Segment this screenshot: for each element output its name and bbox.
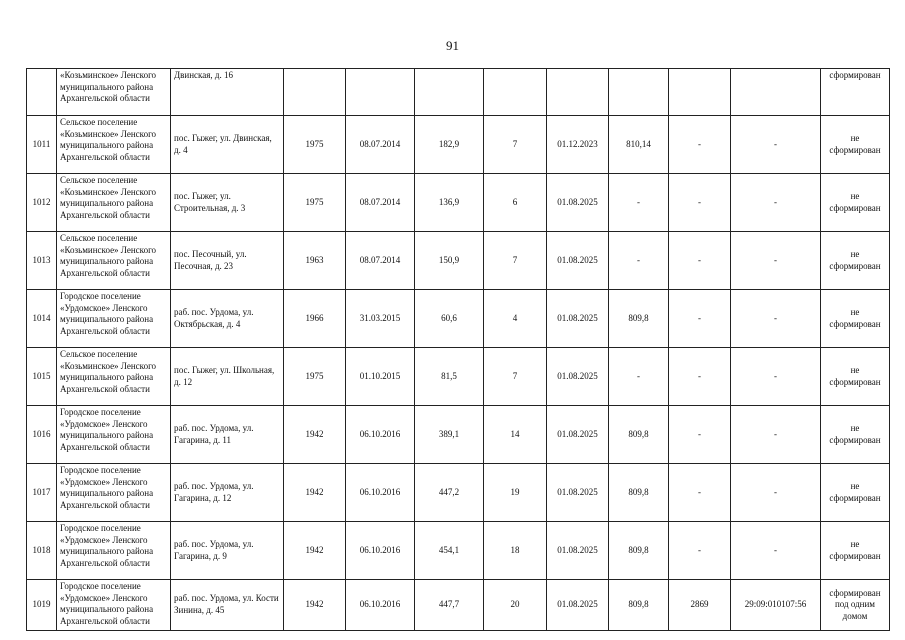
cell-date: 06.10.2016: [346, 464, 415, 522]
cell-parcel-area: 2869: [669, 580, 731, 631]
cell-year: 1942: [284, 522, 346, 580]
cell-cost: 809,8: [609, 290, 669, 348]
cell-residents: 7: [484, 348, 547, 406]
cell-year: 1942: [284, 406, 346, 464]
cell-area: 182,9: [415, 116, 484, 174]
cell-year: 1975: [284, 116, 346, 174]
cell-address: раб. пос. Урдома, ул. Октябрьская, д. 4: [171, 290, 284, 348]
cell-cost: -: [609, 174, 669, 232]
cell-address: пос. Гыжег, ул. Двинская, д. 4: [171, 116, 284, 174]
cell-parcel-area: -: [669, 348, 731, 406]
cell-municipality: Сельское поселение «Козьминское» Ленского муниципального района Архангельской области: [57, 232, 171, 290]
cell-parcel-area: [669, 69, 731, 116]
cell-cost: 809,8: [609, 406, 669, 464]
cell-plan-date: 01.08.2025: [547, 580, 609, 631]
cell-cadastral: -: [731, 348, 821, 406]
cell-cadastral: -: [731, 464, 821, 522]
cell-year: 1963: [284, 232, 346, 290]
table-row: [27, 348, 890, 406]
cell-cost: 810,14: [609, 116, 669, 174]
cell-year: 1942: [284, 464, 346, 522]
cell-municipality: Сельское поселение «Козьминское» Ленского муниципального района Архангельской области: [57, 174, 171, 232]
cell-plan-date: 01.12.2023: [547, 116, 609, 174]
cell-area: 389,1: [415, 406, 484, 464]
cell-plan-date: [547, 69, 609, 116]
table-row: [27, 174, 890, 232]
cell-residents: 19: [484, 464, 547, 522]
cell-area: 454,1: [415, 522, 484, 580]
cell-area: 447,7: [415, 580, 484, 631]
cell-cadastral: -: [731, 174, 821, 232]
cell-municipality: Городское поселение «Урдомское» Ленского муниципального района Архангельской области: [57, 580, 171, 631]
table-row: [27, 232, 890, 290]
cell-address: раб. пос. Урдома, ул. Гагарина, д. 9: [171, 522, 284, 580]
cell-cadastral: -: [731, 232, 821, 290]
cell-cadastral: [731, 69, 821, 116]
cell-address: пос. Гыжег, ул. Школьная, д. 12: [171, 348, 284, 406]
cell-status: не сформирован: [821, 406, 890, 464]
cell-municipality: «Козьминское» Ленского муниципального района Архангельской области: [57, 69, 171, 116]
cell-residents: 20: [484, 580, 547, 631]
cell-status: не сформирован: [821, 522, 890, 580]
cell-year: 1975: [284, 174, 346, 232]
cell-status: не сформирован: [821, 290, 890, 348]
cell-date: [346, 69, 415, 116]
cell-address: Двинская, д. 16: [171, 69, 284, 116]
cell-municipality: Сельское поселение «Козьминское» Ленского муниципального района Архангельской области: [57, 116, 171, 174]
cell-status: сформирован: [821, 69, 890, 116]
cell-address: раб. пос. Урдома, ул. Кости Зинина, д. 45: [171, 580, 284, 631]
cell-area: 60,6: [415, 290, 484, 348]
cell-year: 1975: [284, 348, 346, 406]
cell-plan-date: 01.08.2025: [547, 348, 609, 406]
cell-cadastral: -: [731, 522, 821, 580]
cell-area: 150,9: [415, 232, 484, 290]
cell-parcel-area: -: [669, 116, 731, 174]
cell-address: раб. пос. Урдома, ул. Гагарина, д. 11: [171, 406, 284, 464]
cell-residents: 7: [484, 232, 547, 290]
cell-no: 1011: [27, 116, 57, 174]
cell-no: 1019: [27, 580, 57, 631]
cell-parcel-area: -: [669, 174, 731, 232]
housing-registry-table: [26, 68, 890, 631]
cell-plan-date: 01.08.2025: [547, 174, 609, 232]
cell-residents: 7: [484, 116, 547, 174]
cell-date: 06.10.2016: [346, 580, 415, 631]
cell-parcel-area: -: [669, 464, 731, 522]
cell-cost: 809,8: [609, 464, 669, 522]
cell-date: 06.10.2016: [346, 406, 415, 464]
cell-parcel-area: -: [669, 522, 731, 580]
cell-status: не сформирован: [821, 464, 890, 522]
cell-plan-date: 01.08.2025: [547, 232, 609, 290]
cell-no: 1018: [27, 522, 57, 580]
table-row: [27, 69, 890, 116]
cell-municipality: Городское поселение «Урдомское» Ленского муниципального района Архангельской области: [57, 522, 171, 580]
cell-no: 1012: [27, 174, 57, 232]
cell-cost: 809,8: [609, 522, 669, 580]
page-number: 91: [446, 38, 459, 53]
cell-municipality: Городское поселение «Урдомское» Ленского муниципального района Архангельской области: [57, 290, 171, 348]
cell-no: 1017: [27, 464, 57, 522]
table-row: [27, 522, 890, 580]
cell-status: не сформирован: [821, 348, 890, 406]
table-body: [27, 69, 890, 631]
cell-area: 447,2: [415, 464, 484, 522]
cell-address: пос. Гыжег, ул. Строительная, д. 3: [171, 174, 284, 232]
cell-cadastral: 29:09:010107:56: [731, 580, 821, 631]
cell-cost: -: [609, 348, 669, 406]
cell-cadastral: -: [731, 290, 821, 348]
cell-area: 136,9: [415, 174, 484, 232]
cell-residents: 18: [484, 522, 547, 580]
cell-status: сформирован под одним домом: [821, 580, 890, 631]
cell-date: 01.10.2015: [346, 348, 415, 406]
cell-year: 1966: [284, 290, 346, 348]
cell-date: 06.10.2016: [346, 522, 415, 580]
table-row: [27, 580, 890, 631]
cell-no: 1013: [27, 232, 57, 290]
cell-cost: 809,8: [609, 580, 669, 631]
cell-year: 1942: [284, 580, 346, 631]
cell-residents: 14: [484, 406, 547, 464]
cell-cost: -: [609, 232, 669, 290]
cell-plan-date: 01.08.2025: [547, 406, 609, 464]
cell-date: 08.07.2014: [346, 232, 415, 290]
cell-residents: 6: [484, 174, 547, 232]
cell-no: 1014: [27, 290, 57, 348]
cell-residents: [484, 69, 547, 116]
cell-date: 08.07.2014: [346, 174, 415, 232]
table-row: [27, 290, 890, 348]
cell-cadastral: -: [731, 116, 821, 174]
cell-cost: [609, 69, 669, 116]
cell-area: 81,5: [415, 348, 484, 406]
cell-address: пос. Песочный, ул. Песочная, д. 23: [171, 232, 284, 290]
cell-plan-date: 01.08.2025: [547, 290, 609, 348]
cell-date: 08.07.2014: [346, 116, 415, 174]
table-row: [27, 406, 890, 464]
cell-status: не сформирован: [821, 174, 890, 232]
cell-municipality: Сельское поселение «Козьминское» Ленского муниципального района Архангельской области: [57, 348, 171, 406]
cell-plan-date: 01.08.2025: [547, 522, 609, 580]
cell-no: 1015: [27, 348, 57, 406]
table-row: [27, 464, 890, 522]
cell-year: [284, 69, 346, 116]
cell-date: 31.03.2015: [346, 290, 415, 348]
cell-no: [27, 69, 57, 116]
cell-plan-date: 01.08.2025: [547, 464, 609, 522]
cell-status: не сформирован: [821, 232, 890, 290]
cell-no: 1016: [27, 406, 57, 464]
cell-address: раб. пос. Урдома, ул. Гагарина, д. 12: [171, 464, 284, 522]
cell-municipality: Городское поселение «Урдомское» Ленского муниципального района Архангельской области: [57, 464, 171, 522]
cell-parcel-area: -: [669, 290, 731, 348]
cell-parcel-area: -: [669, 406, 731, 464]
cell-municipality: Городское поселение «Урдомское» Ленского муниципального района Архангельской области: [57, 406, 171, 464]
cell-cadastral: -: [731, 406, 821, 464]
cell-area: [415, 69, 484, 116]
table-row: [27, 116, 890, 174]
cell-status: не сформирован: [821, 116, 890, 174]
cell-residents: 4: [484, 290, 547, 348]
cell-parcel-area: -: [669, 232, 731, 290]
